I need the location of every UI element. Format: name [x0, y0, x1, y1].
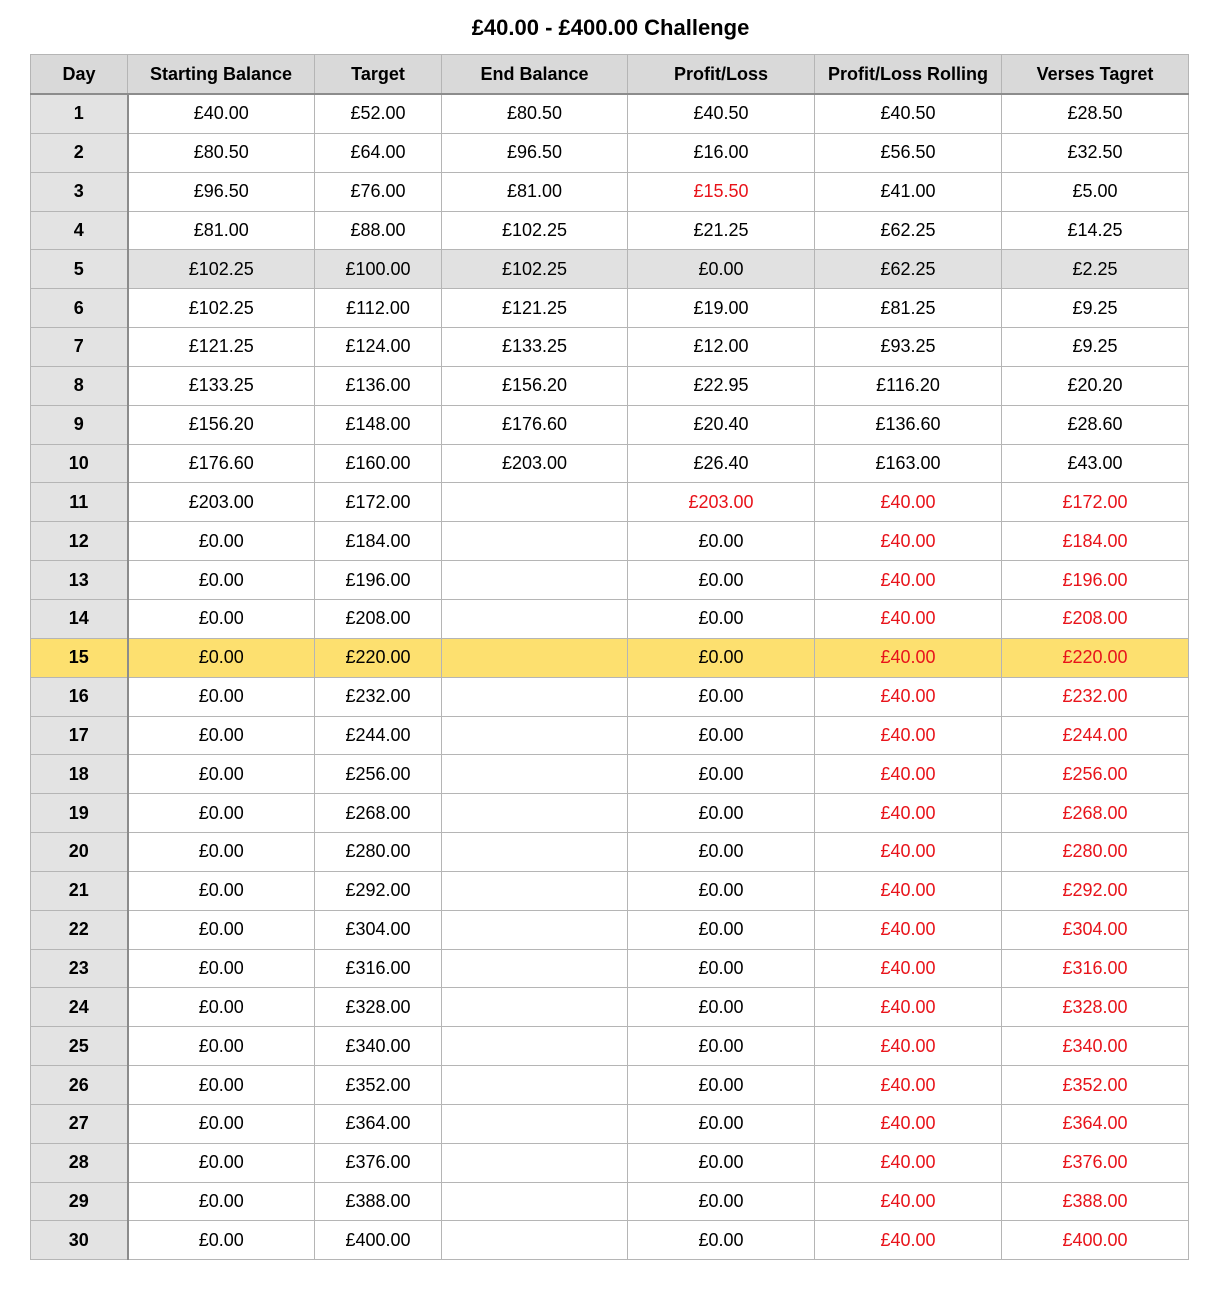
cell-target[interactable]: £208.00: [315, 599, 442, 638]
cell-verses-target[interactable]: £244.00: [1002, 716, 1189, 755]
table-row: [31, 677, 1189, 716]
cell-starting-balance[interactable]: £0.00: [128, 871, 315, 910]
cell-starting-balance[interactable]: £40.00: [128, 94, 315, 133]
header-verses-target[interactable]: Verses Tagret: [1002, 55, 1189, 95]
cell-profit-loss-rolling[interactable]: £40.00: [815, 1221, 1002, 1260]
cell-starting-balance[interactable]: £0.00: [128, 833, 315, 872]
cell-end-balance[interactable]: [442, 988, 628, 1027]
cell-end-balance[interactable]: [442, 910, 628, 949]
cell-starting-balance[interactable]: £80.50: [128, 133, 315, 172]
cell-day[interactable]: 15: [31, 638, 128, 677]
cell-starting-balance[interactable]: £96.50: [128, 172, 315, 211]
table-row: [31, 871, 1189, 910]
cell-starting-balance[interactable]: £102.25: [128, 289, 315, 328]
header-end-balance[interactable]: End Balance: [442, 55, 628, 95]
table-row: [31, 444, 1189, 483]
cell-target[interactable]: £136.00: [315, 366, 442, 405]
cell-profit-loss-rolling[interactable]: £40.00: [815, 561, 1002, 600]
header-target[interactable]: Target: [315, 55, 442, 95]
cell-starting-balance[interactable]: £81.00: [128, 211, 315, 250]
cell-profit-loss[interactable]: £0.00: [628, 599, 815, 638]
cell-day[interactable]: 16: [31, 677, 128, 716]
table-row: [31, 638, 1189, 677]
cell-profit-loss[interactable]: £20.40: [628, 405, 815, 444]
cell-profit-loss-rolling[interactable]: £40.00: [815, 794, 1002, 833]
table-row: [31, 910, 1189, 949]
table-row: [31, 328, 1189, 367]
cell-target[interactable]: £376.00: [315, 1143, 442, 1182]
cell-day[interactable]: 5: [31, 250, 128, 289]
cell-day[interactable]: 30: [31, 1221, 128, 1260]
cell-starting-balance[interactable]: £0.00: [128, 561, 315, 600]
cell-profit-loss[interactable]: £40.50: [628, 94, 815, 133]
cell-profit-loss-rolling[interactable]: £40.00: [815, 755, 1002, 794]
cell-profit-loss-rolling[interactable]: £136.60: [815, 405, 1002, 444]
cell-profit-loss[interactable]: £0.00: [628, 871, 815, 910]
cell-day[interactable]: 4: [31, 211, 128, 250]
cell-day[interactable]: 27: [31, 1104, 128, 1143]
cell-starting-balance[interactable]: £0.00: [128, 1066, 315, 1105]
cell-profit-loss-rolling[interactable]: £116.20: [815, 366, 1002, 405]
cell-target[interactable]: £292.00: [315, 871, 442, 910]
cell-end-balance[interactable]: [442, 1104, 628, 1143]
cell-day[interactable]: 9: [31, 405, 128, 444]
cell-verses-target[interactable]: £232.00: [1002, 677, 1189, 716]
table-row: [31, 289, 1189, 328]
cell-profit-loss[interactable]: £0.00: [628, 988, 815, 1027]
cell-day[interactable]: 8: [31, 366, 128, 405]
cell-starting-balance[interactable]: £0.00: [128, 1027, 315, 1066]
cell-verses-target[interactable]: £340.00: [1002, 1027, 1189, 1066]
cell-verses-target[interactable]: £184.00: [1002, 522, 1189, 561]
cell-verses-target[interactable]: £14.25: [1002, 211, 1189, 250]
table-row: [31, 599, 1189, 638]
cell-end-balance[interactable]: £203.00: [442, 444, 628, 483]
header-starting-balance[interactable]: Starting Balance: [128, 55, 315, 95]
cell-day[interactable]: 7: [31, 328, 128, 367]
cell-starting-balance[interactable]: £0.00: [128, 677, 315, 716]
cell-day[interactable]: 21: [31, 871, 128, 910]
cell-profit-loss-rolling[interactable]: £40.00: [815, 522, 1002, 561]
table-row: [31, 1066, 1189, 1105]
cell-starting-balance[interactable]: £0.00: [128, 949, 315, 988]
table-row: [31, 716, 1189, 755]
cell-profit-loss-rolling[interactable]: £40.00: [815, 988, 1002, 1027]
cell-target[interactable]: £220.00: [315, 638, 442, 677]
header-day[interactable]: Day: [31, 55, 128, 95]
table-row: [31, 794, 1189, 833]
cell-verses-target[interactable]: £304.00: [1002, 910, 1189, 949]
cell-day[interactable]: 11: [31, 483, 128, 522]
cell-profit-loss[interactable]: £16.00: [628, 133, 815, 172]
cell-profit-loss[interactable]: £0.00: [628, 250, 815, 289]
table-row: [31, 949, 1189, 988]
cell-starting-balance[interactable]: £0.00: [128, 638, 315, 677]
cell-target[interactable]: £316.00: [315, 949, 442, 988]
cell-profit-loss[interactable]: £0.00: [628, 1027, 815, 1066]
table-row: [31, 833, 1189, 872]
cell-day[interactable]: 24: [31, 988, 128, 1027]
cell-target[interactable]: £232.00: [315, 677, 442, 716]
cell-profit-loss[interactable]: £0.00: [628, 1066, 815, 1105]
cell-verses-target[interactable]: £316.00: [1002, 949, 1189, 988]
cell-profit-loss[interactable]: £26.40: [628, 444, 815, 483]
cell-end-balance[interactable]: £121.25: [442, 289, 628, 328]
cell-profit-loss-rolling[interactable]: £40.00: [815, 871, 1002, 910]
cell-target[interactable]: £268.00: [315, 794, 442, 833]
cell-target[interactable]: £112.00: [315, 289, 442, 328]
cell-target[interactable]: £304.00: [315, 910, 442, 949]
cell-starting-balance[interactable]: £0.00: [128, 1221, 315, 1260]
cell-starting-balance[interactable]: £121.25: [128, 328, 315, 367]
table-row: [31, 366, 1189, 405]
cell-end-balance[interactable]: [442, 1027, 628, 1066]
cell-end-balance[interactable]: [442, 1182, 628, 1221]
cell-target[interactable]: £172.00: [315, 483, 442, 522]
cell-verses-target[interactable]: £292.00: [1002, 871, 1189, 910]
cell-target[interactable]: £184.00: [315, 522, 442, 561]
cell-verses-target[interactable]: £28.60: [1002, 405, 1189, 444]
cell-day[interactable]: 3: [31, 172, 128, 211]
cell-target[interactable]: £64.00: [315, 133, 442, 172]
cell-profit-loss-rolling[interactable]: £40.00: [815, 677, 1002, 716]
cell-day[interactable]: 1: [31, 94, 128, 133]
cell-profit-loss[interactable]: £0.00: [628, 561, 815, 600]
cell-end-balance[interactable]: £133.25: [442, 328, 628, 367]
cell-target[interactable]: £196.00: [315, 561, 442, 600]
cell-target[interactable]: £328.00: [315, 988, 442, 1027]
cell-day[interactable]: 13: [31, 561, 128, 600]
cell-profit-loss-rolling[interactable]: £40.00: [815, 1143, 1002, 1182]
cell-end-balance[interactable]: [442, 871, 628, 910]
cell-profit-loss-rolling[interactable]: £40.00: [815, 638, 1002, 677]
header-profit-loss[interactable]: Profit/Loss: [628, 55, 815, 95]
cell-target[interactable]: £52.00: [315, 94, 442, 133]
cell-profit-loss-rolling[interactable]: £40.50: [815, 94, 1002, 133]
cell-verses-target[interactable]: £43.00: [1002, 444, 1189, 483]
table-row: [31, 1027, 1189, 1066]
cell-verses-target[interactable]: £196.00: [1002, 561, 1189, 600]
cell-target[interactable]: £76.00: [315, 172, 442, 211]
cell-profit-loss-rolling[interactable]: £163.00: [815, 444, 1002, 483]
table-row: [31, 561, 1189, 600]
cell-starting-balance[interactable]: £0.00: [128, 522, 315, 561]
cell-starting-balance[interactable]: £0.00: [128, 755, 315, 794]
cell-verses-target[interactable]: £256.00: [1002, 755, 1189, 794]
cell-profit-loss[interactable]: £12.00: [628, 328, 815, 367]
cell-end-balance[interactable]: £102.25: [442, 250, 628, 289]
cell-target[interactable]: £124.00: [315, 328, 442, 367]
cell-end-balance[interactable]: [442, 522, 628, 561]
cell-verses-target[interactable]: £268.00: [1002, 794, 1189, 833]
cell-profit-loss-rolling[interactable]: £40.00: [815, 1182, 1002, 1221]
cell-starting-balance[interactable]: £133.25: [128, 366, 315, 405]
cell-target[interactable]: £88.00: [315, 211, 442, 250]
cell-target[interactable]: £148.00: [315, 405, 442, 444]
cell-day[interactable]: 6: [31, 289, 128, 328]
cell-end-balance[interactable]: £96.50: [442, 133, 628, 172]
cell-verses-target[interactable]: £388.00: [1002, 1182, 1189, 1221]
cell-verses-target[interactable]: £28.50: [1002, 94, 1189, 133]
cell-profit-loss[interactable]: £0.00: [628, 522, 815, 561]
cell-day[interactable]: 14: [31, 599, 128, 638]
cell-end-balance[interactable]: [442, 1143, 628, 1182]
cell-target[interactable]: £100.00: [315, 250, 442, 289]
cell-starting-balance[interactable]: £156.20: [128, 405, 315, 444]
cell-verses-target[interactable]: £5.00: [1002, 172, 1189, 211]
cell-target[interactable]: £352.00: [315, 1066, 442, 1105]
cell-end-balance[interactable]: [442, 716, 628, 755]
cell-verses-target[interactable]: £328.00: [1002, 988, 1189, 1027]
cell-end-balance[interactable]: [442, 1066, 628, 1105]
cell-day[interactable]: 25: [31, 1027, 128, 1066]
cell-target[interactable]: £256.00: [315, 755, 442, 794]
cell-day[interactable]: 22: [31, 910, 128, 949]
cell-profit-loss[interactable]: £0.00: [628, 833, 815, 872]
cell-end-balance[interactable]: [442, 561, 628, 600]
cell-end-balance[interactable]: [442, 833, 628, 872]
cell-day[interactable]: 26: [31, 1066, 128, 1105]
cell-starting-balance[interactable]: £0.00: [128, 716, 315, 755]
cell-profit-loss-rolling[interactable]: £40.00: [815, 1027, 1002, 1066]
cell-profit-loss[interactable]: £0.00: [628, 949, 815, 988]
cell-end-balance[interactable]: £80.50: [442, 94, 628, 133]
table-row: [31, 133, 1189, 172]
cell-profit-loss[interactable]: £19.00: [628, 289, 815, 328]
cell-starting-balance[interactable]: £0.00: [128, 794, 315, 833]
cell-day[interactable]: 19: [31, 794, 128, 833]
cell-end-balance[interactable]: [442, 599, 628, 638]
cell-verses-target[interactable]: £172.00: [1002, 483, 1189, 522]
table-row: [31, 211, 1189, 250]
cell-day[interactable]: 2: [31, 133, 128, 172]
cell-day[interactable]: 23: [31, 949, 128, 988]
cell-target[interactable]: £160.00: [315, 444, 442, 483]
cell-profit-loss-rolling[interactable]: £81.25: [815, 289, 1002, 328]
cell-end-balance[interactable]: £81.00: [442, 172, 628, 211]
table-row: [31, 250, 1189, 289]
cell-end-balance[interactable]: [442, 1221, 628, 1260]
cell-profit-loss-rolling[interactable]: £56.50: [815, 133, 1002, 172]
cell-starting-balance[interactable]: £0.00: [128, 1143, 315, 1182]
cell-end-balance[interactable]: [442, 677, 628, 716]
cell-verses-target[interactable]: £376.00: [1002, 1143, 1189, 1182]
cell-profit-loss[interactable]: £0.00: [628, 677, 815, 716]
cell-profit-loss[interactable]: £0.00: [628, 1104, 815, 1143]
cell-profit-loss-rolling[interactable]: £62.25: [815, 250, 1002, 289]
cell-profit-loss-rolling[interactable]: £40.00: [815, 483, 1002, 522]
cell-starting-balance[interactable]: £0.00: [128, 1182, 315, 1221]
cell-profit-loss[interactable]: £0.00: [628, 1221, 815, 1260]
cell-profit-loss-rolling[interactable]: £40.00: [815, 833, 1002, 872]
cell-profit-loss[interactable]: £203.00: [628, 483, 815, 522]
cell-profit-loss[interactable]: £0.00: [628, 716, 815, 755]
cell-profit-loss[interactable]: £0.00: [628, 910, 815, 949]
cell-verses-target[interactable]: £220.00: [1002, 638, 1189, 677]
cell-profit-loss[interactable]: £0.00: [628, 1143, 815, 1182]
cell-starting-balance[interactable]: £0.00: [128, 599, 315, 638]
cell-target[interactable]: £400.00: [315, 1221, 442, 1260]
cell-starting-balance[interactable]: £203.00: [128, 483, 315, 522]
cell-verses-target[interactable]: £9.25: [1002, 289, 1189, 328]
table-body: [31, 94, 1189, 1260]
cell-target[interactable]: £280.00: [315, 833, 442, 872]
table-row: [31, 483, 1189, 522]
cell-verses-target[interactable]: £352.00: [1002, 1066, 1189, 1105]
cell-end-balance[interactable]: [442, 949, 628, 988]
cell-profit-loss[interactable]: £0.00: [628, 638, 815, 677]
cell-starting-balance[interactable]: £102.25: [128, 250, 315, 289]
table-row: [31, 405, 1189, 444]
cell-profit-loss[interactable]: £0.00: [628, 1182, 815, 1221]
table-row: [31, 1104, 1189, 1143]
cell-verses-target[interactable]: £364.00: [1002, 1104, 1189, 1143]
cell-profit-loss-rolling[interactable]: £40.00: [815, 599, 1002, 638]
table-row: [31, 755, 1189, 794]
cell-profit-loss[interactable]: £15.50: [628, 172, 815, 211]
cell-verses-target[interactable]: £400.00: [1002, 1221, 1189, 1260]
cell-starting-balance[interactable]: £0.00: [128, 988, 315, 1027]
table-row: [31, 1182, 1189, 1221]
cell-profit-loss-rolling[interactable]: £62.25: [815, 211, 1002, 250]
cell-end-balance[interactable]: [442, 483, 628, 522]
cell-target[interactable]: £244.00: [315, 716, 442, 755]
cell-profit-loss[interactable]: £0.00: [628, 794, 815, 833]
table-row: [31, 988, 1189, 1027]
cell-target[interactable]: £364.00: [315, 1104, 442, 1143]
cell-starting-balance[interactable]: £0.00: [128, 910, 315, 949]
cell-verses-target[interactable]: £32.50: [1002, 133, 1189, 172]
cell-verses-target[interactable]: £208.00: [1002, 599, 1189, 638]
table-row: [31, 172, 1189, 211]
cell-profit-loss[interactable]: £21.25: [628, 211, 815, 250]
table-row: [31, 1143, 1189, 1182]
cell-day[interactable]: 17: [31, 716, 128, 755]
cell-day[interactable]: 10: [31, 444, 128, 483]
cell-end-balance[interactable]: £102.25: [442, 211, 628, 250]
cell-profit-loss[interactable]: £0.00: [628, 755, 815, 794]
cell-day[interactable]: 12: [31, 522, 128, 561]
cell-target[interactable]: £388.00: [315, 1182, 442, 1221]
sheet-title: £40.00 - £400.00 Challenge: [471, 15, 750, 40]
cell-end-balance[interactable]: £156.20: [442, 366, 628, 405]
header-profit-loss-rolling[interactable]: Profit/Loss Rolling: [815, 55, 1002, 95]
cell-starting-balance[interactable]: £0.00: [128, 1104, 315, 1143]
cell-profit-loss-rolling[interactable]: £41.00: [815, 172, 1002, 211]
cell-profit-loss-rolling[interactable]: £40.00: [815, 716, 1002, 755]
cell-end-balance[interactable]: [442, 794, 628, 833]
cell-profit-loss-rolling[interactable]: £40.00: [815, 1066, 1002, 1105]
table-row: [31, 1221, 1189, 1260]
cell-verses-target[interactable]: £2.25: [1002, 250, 1189, 289]
cell-day[interactable]: 29: [31, 1182, 128, 1221]
cell-verses-target[interactable]: £9.25: [1002, 328, 1189, 367]
cell-end-balance[interactable]: [442, 638, 628, 677]
cell-verses-target[interactable]: £20.20: [1002, 366, 1189, 405]
table-row: [31, 94, 1189, 133]
cell-profit-loss-rolling[interactable]: £40.00: [815, 910, 1002, 949]
cell-profit-loss[interactable]: £22.95: [628, 366, 815, 405]
cell-day[interactable]: 20: [31, 833, 128, 872]
cell-verses-target[interactable]: £280.00: [1002, 833, 1189, 872]
cell-day[interactable]: 18: [31, 755, 128, 794]
cell-end-balance[interactable]: £176.60: [442, 405, 628, 444]
cell-profit-loss-rolling[interactable]: £40.00: [815, 949, 1002, 988]
challenge-table: [30, 54, 1189, 1260]
cell-target[interactable]: £340.00: [315, 1027, 442, 1066]
cell-starting-balance[interactable]: £176.60: [128, 444, 315, 483]
header-row: [31, 55, 1189, 95]
cell-day[interactable]: 28: [31, 1143, 128, 1182]
cell-profit-loss-rolling[interactable]: £40.00: [815, 1104, 1002, 1143]
table-row: [31, 522, 1189, 561]
cell-profit-loss-rolling[interactable]: £93.25: [815, 328, 1002, 367]
cell-end-balance[interactable]: [442, 755, 628, 794]
